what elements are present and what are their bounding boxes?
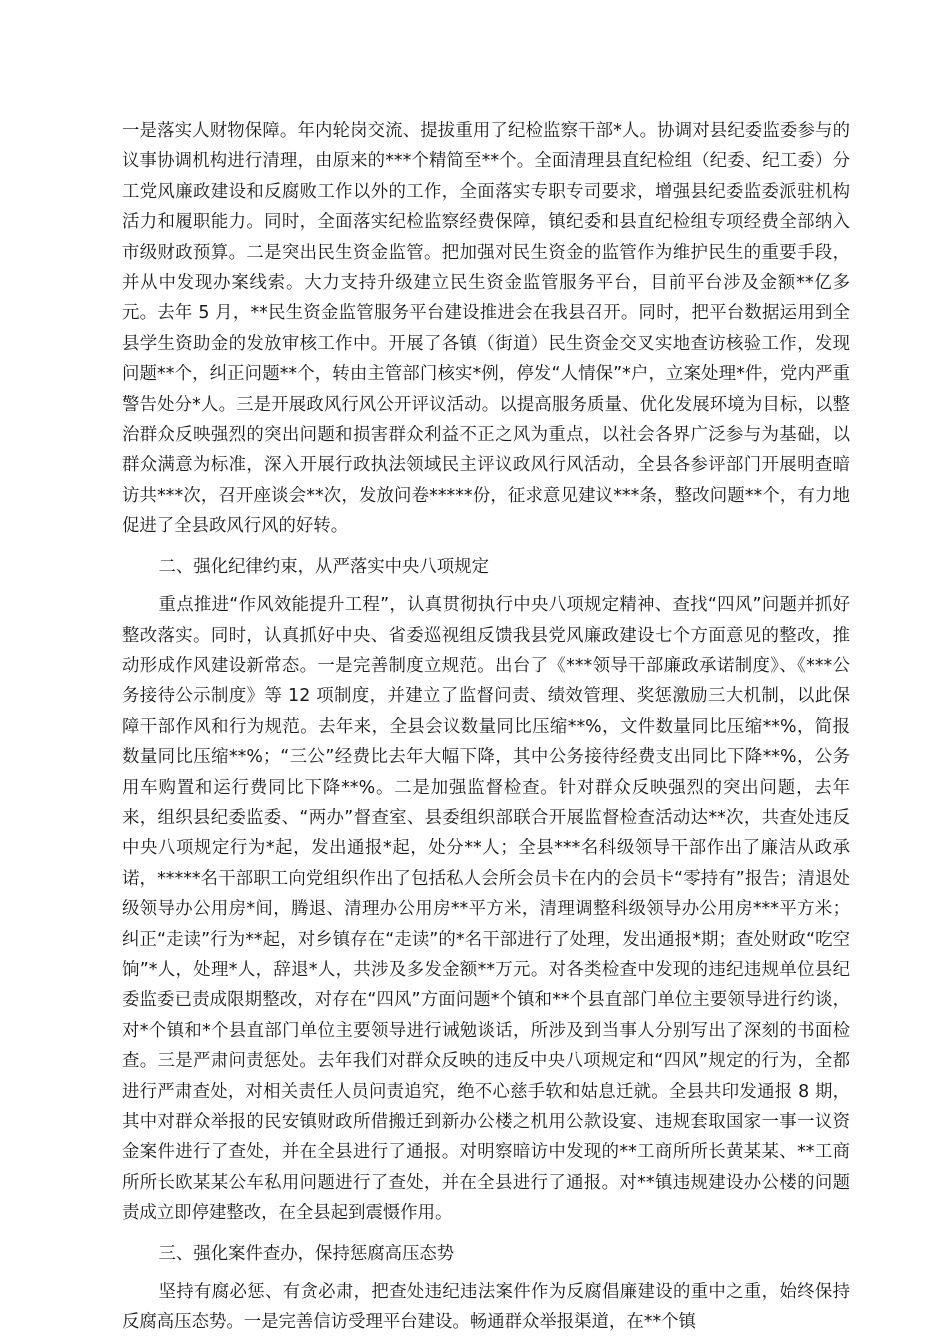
body-paragraph-1: 一是落实人财物保障。年内轮岗交流、提拔重用了纪检监察干部*人。协调对县纪委监委参与的议事协调机构进行清理，由原来的***个精简至**个。全面清理县直纪检组（纪委、纪工委）分工党风廉政建设和反腐败工作以外的工作，全面落实专职专司要求，增强县纪委监委派驻机构活力和履职能力。同时，全面落实纪检监察经费保障，镇纪委和县直纪检组专项经费全部纳入市级财政预算。二是突出民生资金监管。把加强对民生资金的监管作为维护民生的重要手段，并从中发现办案线索。大力支持升级建立民生资金监管服务平台，目前平台涉及金额**亿多元。去年 5 月，**民生资金监管服务平台建设推进会在我县召开。同时，把平台数据运用到全县学生资助金的发放审核工作中。开展了各镇（街道）民生资金交叉实地查访核验工作，发现问题**个，纠正问题**个，转由主管部门核实*例，停发“人情保”*户，立案处理*件，党内严重警告处分*人。三是开展政风行风公开评议活动。以提高服务质量、优化发展环境为目标，以整治群众反映强烈的突出问题和损害群众利益不正之风为重点，以社会各界广泛参与为基础，以群众满意为标准，深入开展行政执法领域民主评议政风行风活动，全县各参评部门开展明查暗访共***次，召开座谈会**次，发放问卷*****份，征求意见建议***条，整改问题**个，有力地促进了全县政风行风的好转。 [122,121,850,537]
section-heading-2: 二、强化纪律约束，从严落实中央八项规定 [158,556,489,577]
body-paragraph-3: 坚持有腐必惩、有贪必肃，把查处违纪违法案件作为反腐倡廉建设的重中之重，始终保持反腐高压态势。一是完善信访受理平台建设。畅通群众举报渠道，在**个镇 [122,1282,850,1333]
body-paragraph-2: 重点推进“作风效能提升工程”，认真贯彻执行中央八项规定精神、查找“四风”问题并抓好整改落实。同时，认真抓好中央、省委巡视组反馈我县党风廉政建设七个方面意见的整改，推动形成作风建设新常态。一是完善制度立规范。出台了《***领导干部廉政承诺制度》、《***公务接待公示制度》等 12 项制度，并建立了监督问责、绩效管理、奖惩激励三大机制，以此保障干部作风和行为规范。去年来，全县会议数量同比压缩**%，文件数量同比压缩**%，简报数量同比压缩**%；“三公”经费比去年大幅下降，其中公务接待经费支出同比下降**%，公务用车购置和运行费同比下降**%。二是加强监督检查。针对群众反映强烈的突出问题，去年来，组织县纪委监委、“两办”督查室、县委组织部联合开展监督检查活动达**次，共查处违反中央八项规定行为*起，发出通报*起，处分**人；全县***名科级领导干部作出了廉洁从政承诺，*****名干部职工向党组织作出了包括私人会所会员卡在内的会员卡“零持有”报告；清退处级领导办公用房*间，腾退、清理办公用房**平方米，清理调整科级领导办公用房***平方米；纠正“走读”行为**起，对乡镇存在“走读”的*名干部进行了处理，发出通报*期；查处财政“吃空饷”*人，处理*人，辞退*人，共涉及多发金额**万元。对各类检查中发现的违纪违规单位县纪委监委已责成限期整改，对存在“四风”方面问题*个镇和**个县直部门单位主要领导进行约谈，对*个镇和*个县直部门单位主要领导进行诫勉谈话，所涉及到当事人分别写出了深刻的书面检查。三是严肃问责惩处。去年我们对群众反映的违反中央八项规定和“四风”规定的行为，全都进行严肃查处，对相关责任人员问责追究，绝不心慈手软和姑息迁就。全县共印发通报 8 期，其中对群众举报的民安镇财政所借搬迁到新办公楼之机用公款设宴、违规套取国家一事一议资金案件进行了查处，并在全县进行了通报。对明察暗访中发现的**工商所所长黄某某、**工商所所长欧某某公车私用问题进行了查处，并在全县进行了通报。对**镇违规建设办公楼的问题责成立即停建整改，在全县起到震慑作用。 [122,595,850,1224]
document-body [122,116,850,1338]
section-heading-3: 三、强化案件查办，保持惩腐高压态势 [158,1243,455,1264]
